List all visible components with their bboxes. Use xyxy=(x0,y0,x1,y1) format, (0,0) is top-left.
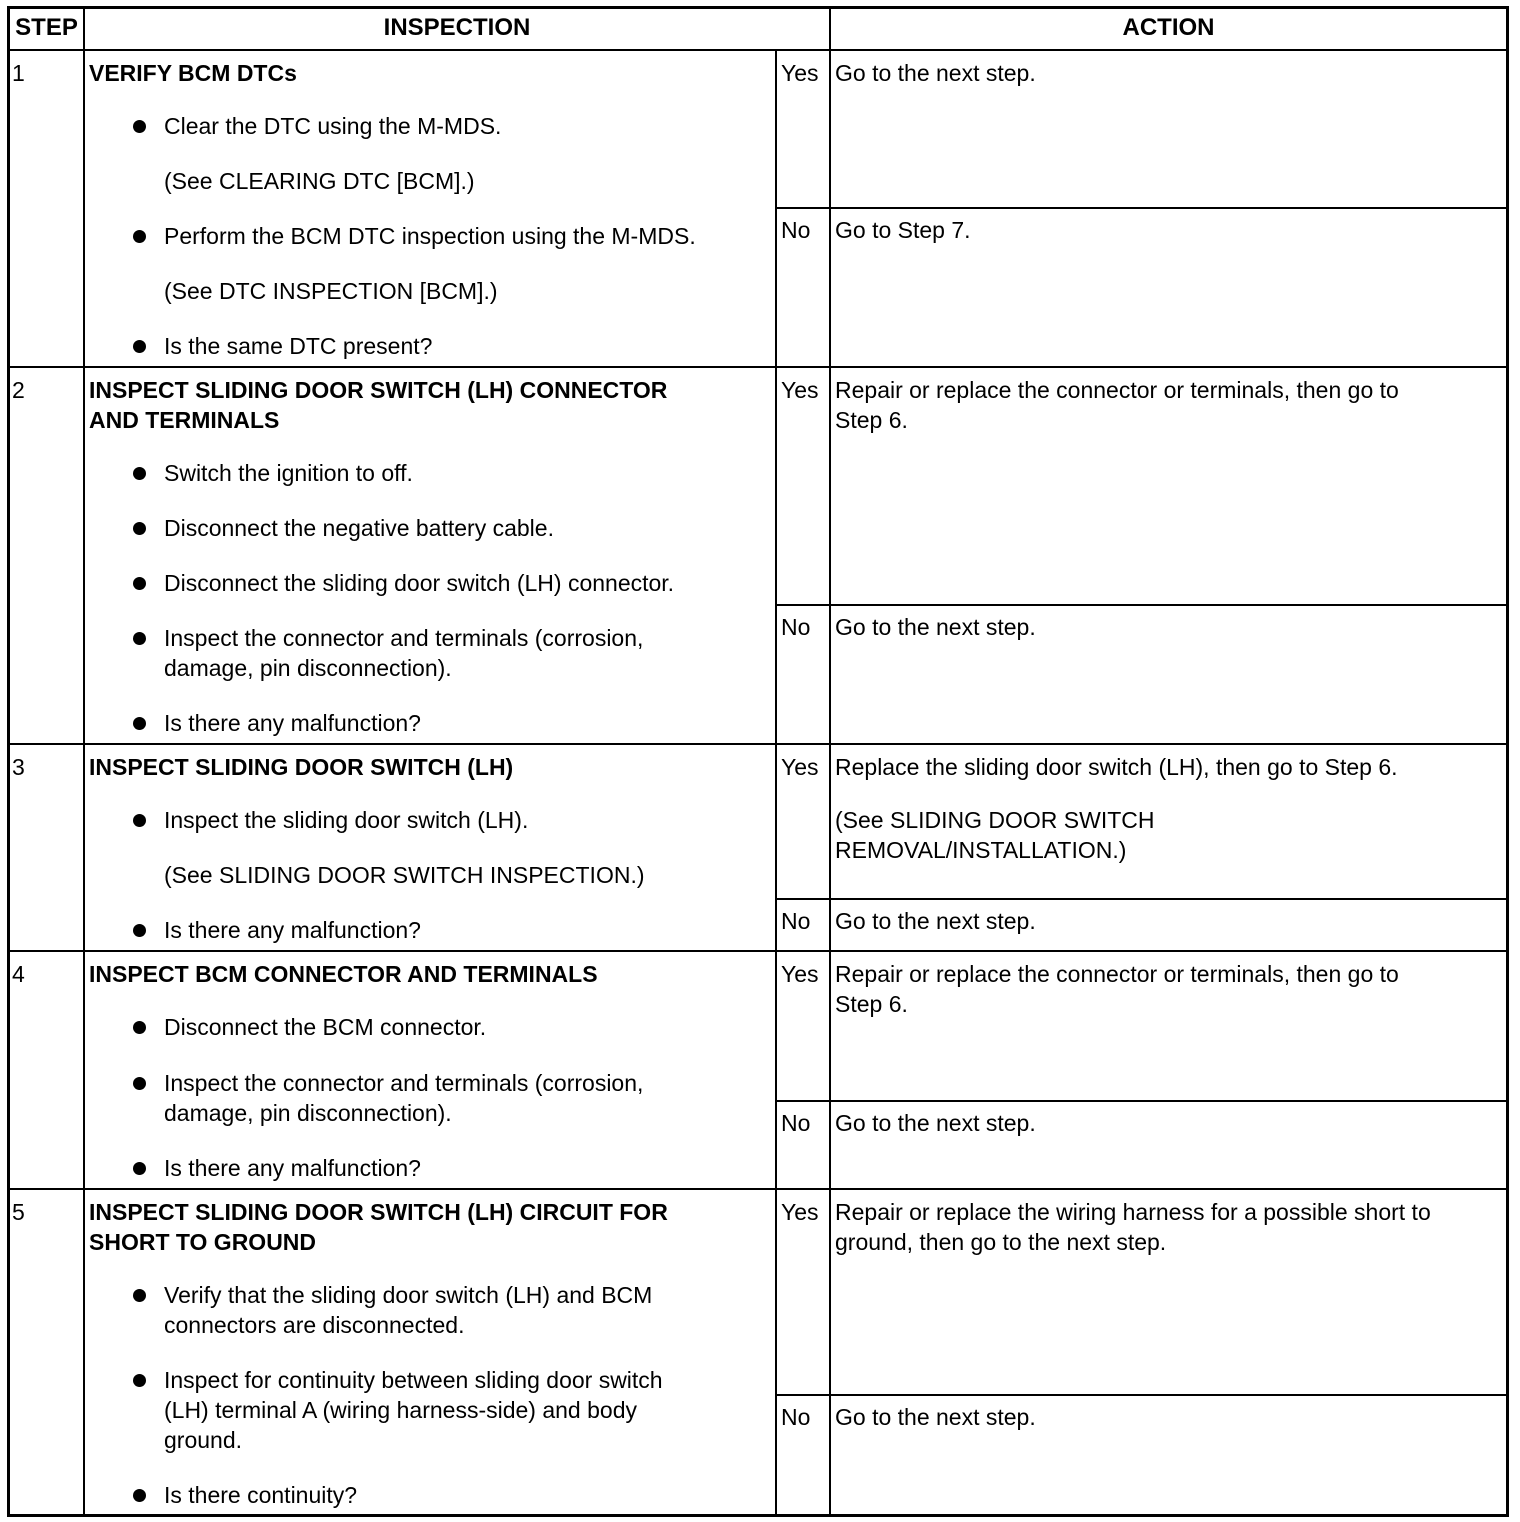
bullet-icon xyxy=(133,1077,146,1090)
yes-no-divider xyxy=(775,1100,1509,1102)
inspection-item: Inspect the sliding door switch (LH). xyxy=(164,807,529,833)
header-action: ACTION xyxy=(1122,14,1215,41)
bullet-icon xyxy=(133,577,146,590)
step-number: 5 xyxy=(12,1199,25,1225)
bullet-icon xyxy=(133,1489,146,1502)
no-label: No xyxy=(781,614,811,640)
yes-label: Yes xyxy=(781,754,819,780)
bullet-icon xyxy=(133,717,146,730)
inspection-item: Is there any malfunction? xyxy=(164,710,421,736)
yes-action: Step 6. xyxy=(835,991,908,1017)
inspection-note: (See DTC INSPECTION [BCM].) xyxy=(164,278,498,304)
yes-action-note: REMOVAL/INSTALLATION.) xyxy=(835,837,1127,863)
yes-action: Replace the sliding door switch (LH), then go to Step 6. xyxy=(835,754,1398,780)
inspection-note: (See SLIDING DOOR SWITCH INSPECTION.) xyxy=(164,862,645,888)
yes-label: Yes xyxy=(781,961,819,987)
no-label: No xyxy=(781,217,811,243)
step-title: AND TERMINALS xyxy=(89,407,280,433)
header-step: STEP xyxy=(15,14,78,41)
inspection-item: Is there any malfunction? xyxy=(164,917,421,943)
table-border-left xyxy=(7,6,10,1517)
table-border-right xyxy=(1506,6,1509,1517)
row-divider xyxy=(7,950,1509,952)
inspection-item: (LH) terminal A (wiring harness-side) and body xyxy=(164,1397,637,1423)
step-number: 2 xyxy=(12,377,25,403)
bullet-icon xyxy=(133,924,146,937)
inspection-item: Inspect the connector and terminals (corrosion, xyxy=(164,1070,644,1096)
row-divider xyxy=(7,1188,1509,1190)
inspection-item: connectors are disconnected. xyxy=(164,1312,465,1338)
inspection-item: damage, pin disconnection). xyxy=(164,655,452,681)
bullet-icon xyxy=(133,522,146,535)
no-action: Go to the next step. xyxy=(835,908,1036,934)
yes-action: Go to the next step. xyxy=(835,60,1036,86)
step-number: 4 xyxy=(12,961,25,987)
no-action: Go to the next step. xyxy=(835,1404,1036,1430)
step-title: INSPECT BCM CONNECTOR AND TERMINALS xyxy=(89,961,598,987)
header-inspection: INSPECTION xyxy=(383,14,531,41)
step-number: 3 xyxy=(12,754,25,780)
inspection-item: Inspect for continuity between sliding door switch xyxy=(164,1367,663,1393)
table-border-bottom xyxy=(7,1514,1509,1517)
bullet-icon xyxy=(133,120,146,133)
yes-label: Yes xyxy=(781,60,819,86)
inspection-item: ground. xyxy=(164,1427,243,1453)
bullet-icon xyxy=(133,230,146,243)
bullet-icon xyxy=(133,632,146,645)
inspection-item: Inspect the connector and terminals (corrosion, xyxy=(164,625,644,651)
row-divider xyxy=(7,743,1509,745)
inspection-item: Disconnect the negative battery cable. xyxy=(164,515,554,541)
inspection-item: Disconnect the sliding door switch (LH) connector. xyxy=(164,570,675,596)
yes-action: Repair or replace the connector or terminals, then go to xyxy=(835,377,1399,403)
step-title: INSPECT SLIDING DOOR SWITCH (LH) CONNECTOR xyxy=(89,377,668,403)
no-label: No xyxy=(781,908,811,934)
bullet-icon xyxy=(133,340,146,353)
inspection-item: Switch the ignition to off. xyxy=(164,460,413,486)
step-number: 1 xyxy=(12,60,25,86)
no-action: Go to Step 7. xyxy=(835,217,971,243)
inspection-item: Disconnect the BCM connector. xyxy=(164,1014,487,1040)
inspection-item: damage, pin disconnection). xyxy=(164,1100,452,1126)
yes-label: Yes xyxy=(781,1199,819,1225)
bullet-icon xyxy=(133,1021,146,1034)
inspection-note: (See CLEARING DTC [BCM].) xyxy=(164,168,475,194)
no-label: No xyxy=(781,1404,811,1430)
yes-action: ground, then go to the next step. xyxy=(835,1229,1167,1255)
step-title: VERIFY BCM DTCs xyxy=(89,60,297,86)
yes-no-divider xyxy=(775,604,1509,606)
inspection-item: Is there any malfunction? xyxy=(164,1155,421,1181)
yes-label: Yes xyxy=(781,377,819,403)
step-title: INSPECT SLIDING DOOR SWITCH (LH) xyxy=(89,754,514,780)
no-label: No xyxy=(781,1110,811,1136)
yes-action: Step 6. xyxy=(835,407,908,433)
step-title: SHORT TO GROUND xyxy=(89,1229,317,1255)
no-action: Go to the next step. xyxy=(835,1110,1036,1136)
yes-no-divider xyxy=(775,898,1509,900)
column-divider-action xyxy=(829,6,831,1514)
yes-action: Repair or replace the wiring harness for a possible short to xyxy=(835,1199,1431,1225)
bullet-icon xyxy=(133,1374,146,1387)
column-divider-yes-no xyxy=(775,49,777,1514)
bullet-icon xyxy=(133,467,146,480)
yes-action-note: (See SLIDING DOOR SWITCH xyxy=(835,807,1155,833)
inspection-item: Clear the DTC using the M-MDS. xyxy=(164,113,502,139)
row-divider xyxy=(7,49,1509,51)
bullet-icon xyxy=(133,814,146,827)
no-action: Go to the next step. xyxy=(835,614,1036,640)
inspection-item: Verify that the sliding door switch (LH) and BCM xyxy=(164,1282,653,1308)
inspection-item: Is the same DTC present? xyxy=(164,333,433,359)
yes-action: Repair or replace the connector or terminals, then go to xyxy=(835,961,1399,987)
row-divider xyxy=(7,366,1509,368)
yes-no-divider xyxy=(775,1394,1509,1396)
table-border-top xyxy=(7,6,1509,9)
inspection-item: Is there continuity? xyxy=(164,1482,358,1508)
step-title: INSPECT SLIDING DOOR SWITCH (LH) CIRCUIT FOR xyxy=(89,1199,668,1225)
column-divider-step xyxy=(83,6,85,1514)
bullet-icon xyxy=(133,1289,146,1302)
yes-no-divider xyxy=(775,207,1509,209)
inspection-item: Perform the BCM DTC inspection using the M-MDS. xyxy=(164,223,696,249)
bullet-icon xyxy=(133,1162,146,1175)
